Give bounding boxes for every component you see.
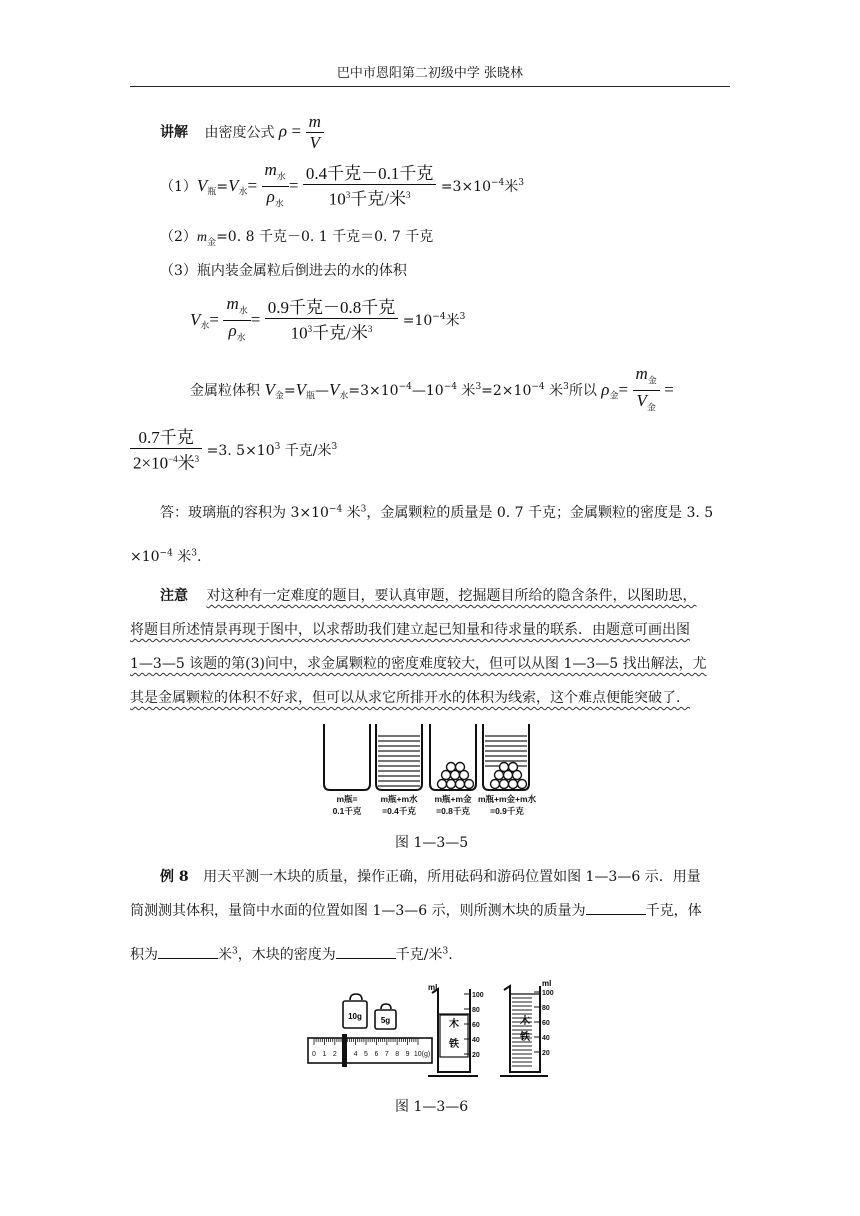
step1-frac-b: $\frac{\text{0.4千克－0.1千克}}{10^3千克/米^3}$ [303, 164, 437, 210]
cyl1-iron: 铁 [449, 1039, 459, 1050]
fig135-label-3b: =0.8千克 [436, 806, 470, 816]
figure-1-3-5-caption: 图 1—3—5 [395, 835, 469, 851]
step1-line: $(1)V_瓶=V_水=$ $\frac{m_水}{\rho_水}$ = $\frac{\text{0.4千克－0.1千克}}{10^3千克/米^3}$ $=3\times 10^{-4}$米$^3$ [160, 160, 524, 214]
weight-10g-label: 10g [348, 1012, 362, 1021]
note-line2: 将题目所述情景再现于图中，以求帮助我们建立起已知量和待求量的联系．由题意可画出图 [130, 622, 690, 638]
fig135-label-4b: =0.9千克 [490, 806, 524, 816]
note-label: 注意 [160, 588, 188, 604]
note-line1: 注意 对这种有一定难度的题目，要认真审题，挖掘题目所给的隐含条件，以图助思， [160, 588, 697, 604]
step3-formula: $V_水=$ $\frac{m_水}{\rho_水}$ = $\frac{\text{0.9千克－0.8千克}}{10^3千克/米^3}$ $=10^{-4}$米$^3$ [190, 294, 465, 348]
example8-line1: 例 8 用天平测一木块的质量，操作正确，所用砝码和游码位置如图 1—3—6 示．用量 [160, 869, 701, 885]
cyl2-unit: ml [542, 979, 552, 988]
cyl1-unit: ml [428, 983, 438, 992]
fig135-label-2b: =0.4千克 [382, 806, 416, 816]
weight-10g [343, 994, 367, 1028]
cyl-tick-label: 60 [472, 1022, 480, 1029]
answer-line2: $\times 10^{-4}$ 米$^3$. [130, 548, 202, 565]
step1-frac-a: $\frac{m_水}{\rho_水}$ [262, 160, 289, 214]
density-line: $\frac{\text{0.7千克}}{2\times 10^{-4}米^3}$ =3. $5\times 10^3$ 千克/米$^3$ [130, 428, 337, 474]
cyl-tick-label: 60 [542, 1020, 550, 1027]
density-blank[interactable] [336, 944, 396, 959]
cyl-tick-label: 100 [542, 990, 554, 997]
volume-blank[interactable] [158, 944, 218, 959]
cyl-tick-label: 80 [472, 1007, 480, 1014]
explain-label: 讲解 [160, 124, 188, 141]
rider [342, 1034, 347, 1067]
fig135-label-3a: m瓶+m金 [434, 794, 472, 804]
step3-line: （3）瓶内装金属粒后倒进去的水的体积 [160, 263, 407, 279]
scale-label: 2 [332, 1051, 337, 1058]
answer-line1: 答：玻璃瓶的容积为 $3\times 10^{-4}$ 米$^3$，金属颗粒的质量是 0. 7 千克；金属颗粒的密度是 3. 5 [160, 504, 714, 521]
mass-blank[interactable] [586, 900, 646, 915]
scale-label: 10(g) [413, 1051, 431, 1058]
volume-line: 金属粒体积 $V_金=V_瓶—V_水=3\times 10^{-4}—10^{-4}$ 米$^3=2\times 10^{-4}$ 米$^3$所以 $\rho_金=$ $\frac{m_金}{V_金}$ = [190, 364, 674, 418]
scale-label: 5 [364, 1051, 368, 1058]
cyl-tick-label: 20 [472, 1052, 480, 1059]
explain-line: 讲解 由密度公式 ρ = $\frac{m}{V}$ [160, 112, 324, 153]
example8-label: 例 8 [160, 869, 189, 885]
explain-intro: 由密度公式 [204, 124, 275, 141]
fig135-label-1b: 0.1千克 [332, 806, 362, 816]
cyl-tick-label: 40 [472, 1037, 480, 1044]
figure-1-3-6-caption: 图 1—3—6 [395, 1099, 469, 1115]
beaker-water [376, 724, 422, 790]
note-line3: 1—3—5 该题的第(3)问中，求金属颗粒的密度难度较大，但可以从图 1—3—5 找出解法，尤 [130, 656, 707, 672]
cyl-tick-label: 40 [542, 1035, 550, 1042]
cyl2-iron: 铁 [520, 1032, 530, 1043]
fig135-label-2a: m瓶+m水 [380, 794, 418, 804]
cyl1-wood: 木 [449, 1019, 459, 1030]
fig135-label-1a: m瓶= [336, 794, 358, 804]
fig135-label-4a: m瓶+m金+m水 [477, 794, 537, 804]
page-header: 巴中市恩阳第二初级中学 张晓林 [336, 66, 524, 81]
figure-1-3-5 [316, 722, 546, 820]
scale-label: 0 [312, 1051, 316, 1058]
example8-line2: 筒测测其体积，量筒中水面的位置如图 1—3—6 示，则所测木块的质量为 千克，体 [130, 900, 702, 920]
cyl-tick-label: 100 [472, 992, 484, 999]
cyl-tick-label: 80 [542, 1005, 550, 1012]
weight-5g-label: 5g [380, 1016, 391, 1025]
scale-label: 6 [374, 1051, 379, 1058]
scale-label: 7 [384, 1051, 389, 1058]
figure-1-3-6 [300, 976, 562, 1086]
step2-line: $(2)m_金=0$. 8 千克－0. 1 千克＝0. 7 千克 [160, 229, 434, 248]
scale-label: 4 [353, 1051, 358, 1058]
scale-label: 9 [405, 1051, 410, 1058]
header-rule [130, 86, 730, 87]
scale-label: 8 [395, 1051, 400, 1058]
beaker-empty [324, 724, 370, 790]
cyl2-wood: 木 [520, 1016, 530, 1027]
density-formula: $\frac{m}{V}$ [306, 112, 324, 153]
scale-label: 1 [322, 1051, 327, 1058]
example8-line3: 积为 米$^3$，木块的密度为 千克/米$^3$. [130, 944, 453, 964]
note-line4: 其是金属颗粒的体积不好求，但可以从求它所排开水的体积为线索，这个难点便能突破了． [130, 690, 690, 706]
cyl-tick-label: 20 [542, 1050, 550, 1057]
